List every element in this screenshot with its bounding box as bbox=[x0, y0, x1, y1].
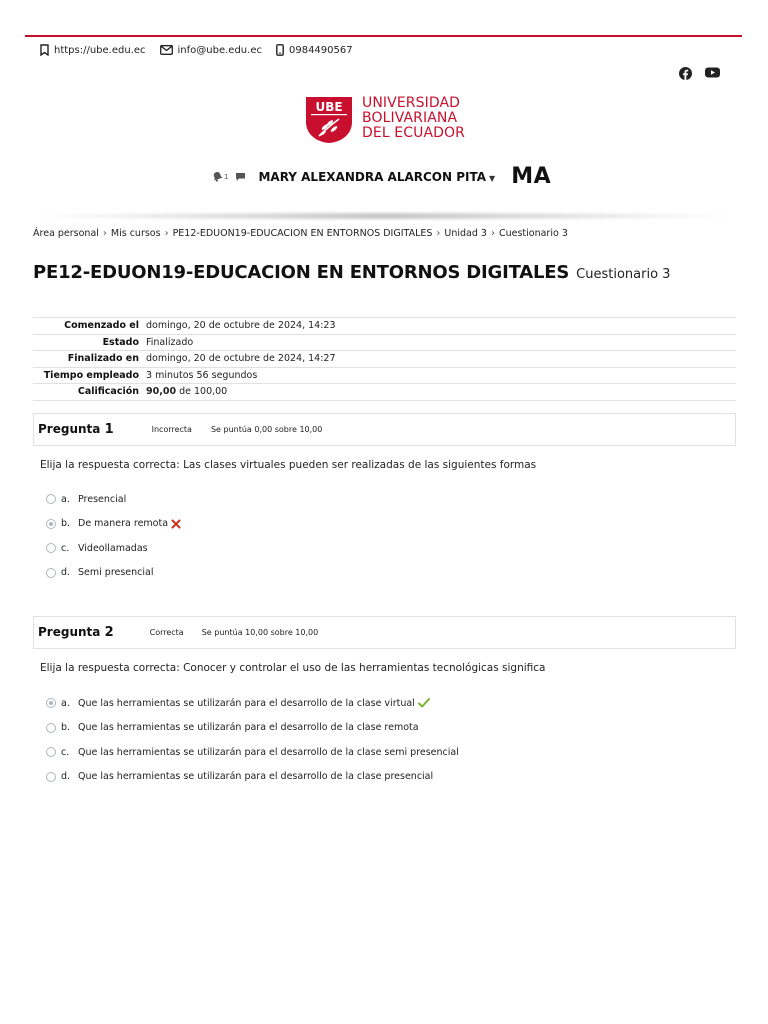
question-2-header bbox=[33, 616, 736, 649]
summary-value: 3 minutos 56 segundos bbox=[143, 367, 736, 384]
question-label: Pregunta bbox=[38, 422, 101, 436]
option-text: Que las herramientas se utilizarán para el desarrollo de la clase remota bbox=[78, 722, 419, 734]
user-menu-button[interactable] bbox=[258, 170, 495, 184]
radio-button-checked[interactable] bbox=[46, 519, 56, 529]
breadcrumb-quiz[interactable]: Cuestionario 3 bbox=[498, 228, 568, 239]
quiz-subtitle: Cuestionario 3 bbox=[576, 267, 671, 282]
summary-value bbox=[143, 384, 736, 401]
summary-value: Finalizado bbox=[143, 334, 736, 351]
question-2-text: Elija la respuesta correcta: Conocer y controlar el uso de las herramientas tecnológicas significa bbox=[40, 662, 546, 674]
answer-option-selected[interactable] bbox=[46, 512, 181, 537]
question-number bbox=[38, 422, 114, 437]
grade-total: de 100,00 bbox=[176, 386, 228, 398]
option-text: De manera remota bbox=[78, 518, 169, 530]
option-letter: b. bbox=[61, 722, 71, 734]
phone-link[interactable] bbox=[276, 44, 353, 56]
notification-count: 1 bbox=[224, 172, 229, 181]
website-link[interactable] bbox=[40, 44, 146, 56]
correct-check-icon bbox=[418, 698, 430, 708]
attempt-summary-table bbox=[33, 317, 736, 401]
option-letter: d. bbox=[61, 771, 71, 783]
answer-option-selected[interactable] bbox=[46, 691, 459, 716]
mobile-phone-icon bbox=[276, 44, 284, 56]
user-bar bbox=[212, 164, 551, 189]
youtube-icon[interactable] bbox=[705, 67, 720, 78]
answer-option[interactable] bbox=[46, 561, 181, 586]
option-letter: a. bbox=[61, 493, 70, 505]
question-score: Se puntúa 10,00 sobre 10,00 bbox=[201, 628, 319, 637]
summary-row-time bbox=[33, 367, 736, 384]
university-name-line3: DEL ECUADOR bbox=[362, 125, 465, 141]
answer-option[interactable] bbox=[46, 765, 459, 790]
top-accent-line bbox=[25, 35, 742, 37]
question-1-text: Elija la respuesta correcta: Las clases virtuales pueden ser realizadas de las siguientes formas bbox=[40, 459, 537, 471]
breadcrumb-area-personal[interactable]: Área personal bbox=[33, 228, 99, 239]
chevron-right-icon: › bbox=[164, 228, 169, 239]
chevron-right-icon: › bbox=[436, 228, 441, 239]
option-letter: d. bbox=[61, 567, 71, 579]
email-link[interactable] bbox=[160, 45, 262, 56]
question-1-header bbox=[33, 413, 736, 446]
summary-label: Finalizado en bbox=[33, 351, 143, 368]
radio-button[interactable] bbox=[46, 494, 56, 504]
contact-bar bbox=[40, 44, 367, 56]
page-title bbox=[33, 262, 670, 283]
university-name bbox=[362, 96, 465, 141]
phone-text: 0984490567 bbox=[288, 44, 353, 56]
option-text: Que las herramientas se utilizarán para el desarrollo de la clase semi presencial bbox=[78, 746, 459, 758]
notifications-button[interactable] bbox=[212, 171, 228, 182]
breadcrumb bbox=[33, 228, 568, 239]
user-name: MARY ALEXANDRA ALARCON PITA bbox=[258, 169, 487, 184]
breadcrumb-mis-cursos[interactable]: Mis cursos bbox=[110, 228, 161, 239]
question-status: Correcta bbox=[149, 628, 184, 637]
question-2-answers bbox=[46, 691, 459, 789]
answer-option[interactable] bbox=[46, 740, 459, 765]
breadcrumb-course[interactable]: PE12-EDUON19-EDUCACION EN ENTORNOS DIGITALES bbox=[172, 228, 433, 239]
summary-row-grade bbox=[33, 384, 736, 401]
grade-value: 90,00 bbox=[146, 386, 177, 398]
bookmark-icon bbox=[40, 44, 49, 56]
question-num: 2 bbox=[104, 625, 114, 640]
summary-label: Calificación bbox=[33, 384, 143, 401]
option-text: Videollamadas bbox=[78, 542, 148, 554]
logo-badge-text: UBE bbox=[315, 100, 343, 114]
radio-button[interactable] bbox=[46, 543, 56, 553]
radio-button[interactable] bbox=[46, 747, 56, 757]
answer-option[interactable] bbox=[46, 487, 181, 512]
radio-button[interactable] bbox=[46, 772, 56, 782]
chat-bubble-icon[interactable] bbox=[235, 172, 246, 182]
caret-down-icon: ▼ bbox=[489, 173, 496, 183]
answer-option[interactable] bbox=[46, 536, 181, 561]
question-status: Incorrecta bbox=[151, 425, 192, 434]
envelope-icon bbox=[160, 45, 173, 55]
question-label: Pregunta bbox=[38, 625, 101, 639]
chevron-right-icon: › bbox=[490, 228, 495, 239]
option-letter: c. bbox=[61, 542, 70, 554]
question-num: 1 bbox=[104, 422, 114, 437]
website-text: https://ube.edu.ec bbox=[54, 44, 146, 56]
summary-label: Estado bbox=[33, 334, 143, 351]
user-avatar-initials[interactable]: MA bbox=[511, 164, 552, 189]
option-text: Semi presencial bbox=[78, 567, 154, 579]
chevron-right-icon: › bbox=[102, 228, 107, 239]
option-letter: a. bbox=[61, 697, 70, 709]
summary-value: domingo, 20 de octubre de 2024, 14:27 bbox=[143, 351, 736, 368]
option-text: Que las herramientas se utilizarán para el desarrollo de la clase presencial bbox=[78, 771, 434, 783]
ube-crest-icon bbox=[305, 96, 353, 144]
option-letter: b. bbox=[61, 518, 71, 530]
summary-row-finished bbox=[33, 351, 736, 368]
facebook-icon[interactable] bbox=[679, 67, 692, 80]
bell-icon bbox=[212, 171, 223, 182]
radio-button-checked[interactable] bbox=[46, 698, 56, 708]
summary-row-started bbox=[33, 318, 736, 335]
summary-row-state bbox=[33, 334, 736, 351]
option-letter: c. bbox=[61, 746, 70, 758]
summary-label: Comenzado el bbox=[33, 318, 143, 335]
university-name-line1: UNIVERSIDAD bbox=[362, 95, 461, 111]
option-text: Presencial bbox=[78, 493, 127, 505]
option-text: Que las herramientas se utilizarán para el desarrollo de la clase virtual bbox=[78, 697, 415, 709]
incorrect-x-icon bbox=[171, 519, 181, 529]
answer-option[interactable] bbox=[46, 716, 459, 741]
question-1-answers bbox=[46, 487, 181, 585]
course-title: PE12-EDUON19-EDUCACION EN ENTORNOS DIGITALES bbox=[33, 262, 570, 283]
question-score: Se puntúa 0,00 sobre 10,00 bbox=[210, 425, 323, 434]
radio-button[interactable] bbox=[46, 723, 56, 733]
summary-value: domingo, 20 de octubre de 2024, 14:23 bbox=[143, 318, 736, 335]
university-name-line2: BOLIVARIANA bbox=[362, 110, 458, 126]
breadcrumb-unidad[interactable]: Unidad 3 bbox=[444, 228, 487, 239]
social-links bbox=[679, 67, 720, 80]
summary-label: Tiempo empleado bbox=[33, 367, 143, 384]
question-number bbox=[38, 625, 114, 640]
radio-button[interactable] bbox=[46, 568, 56, 578]
university-logo[interactable] bbox=[305, 96, 465, 144]
header-divider bbox=[25, 213, 742, 219]
email-text: info@ube.edu.ec bbox=[177, 44, 262, 56]
